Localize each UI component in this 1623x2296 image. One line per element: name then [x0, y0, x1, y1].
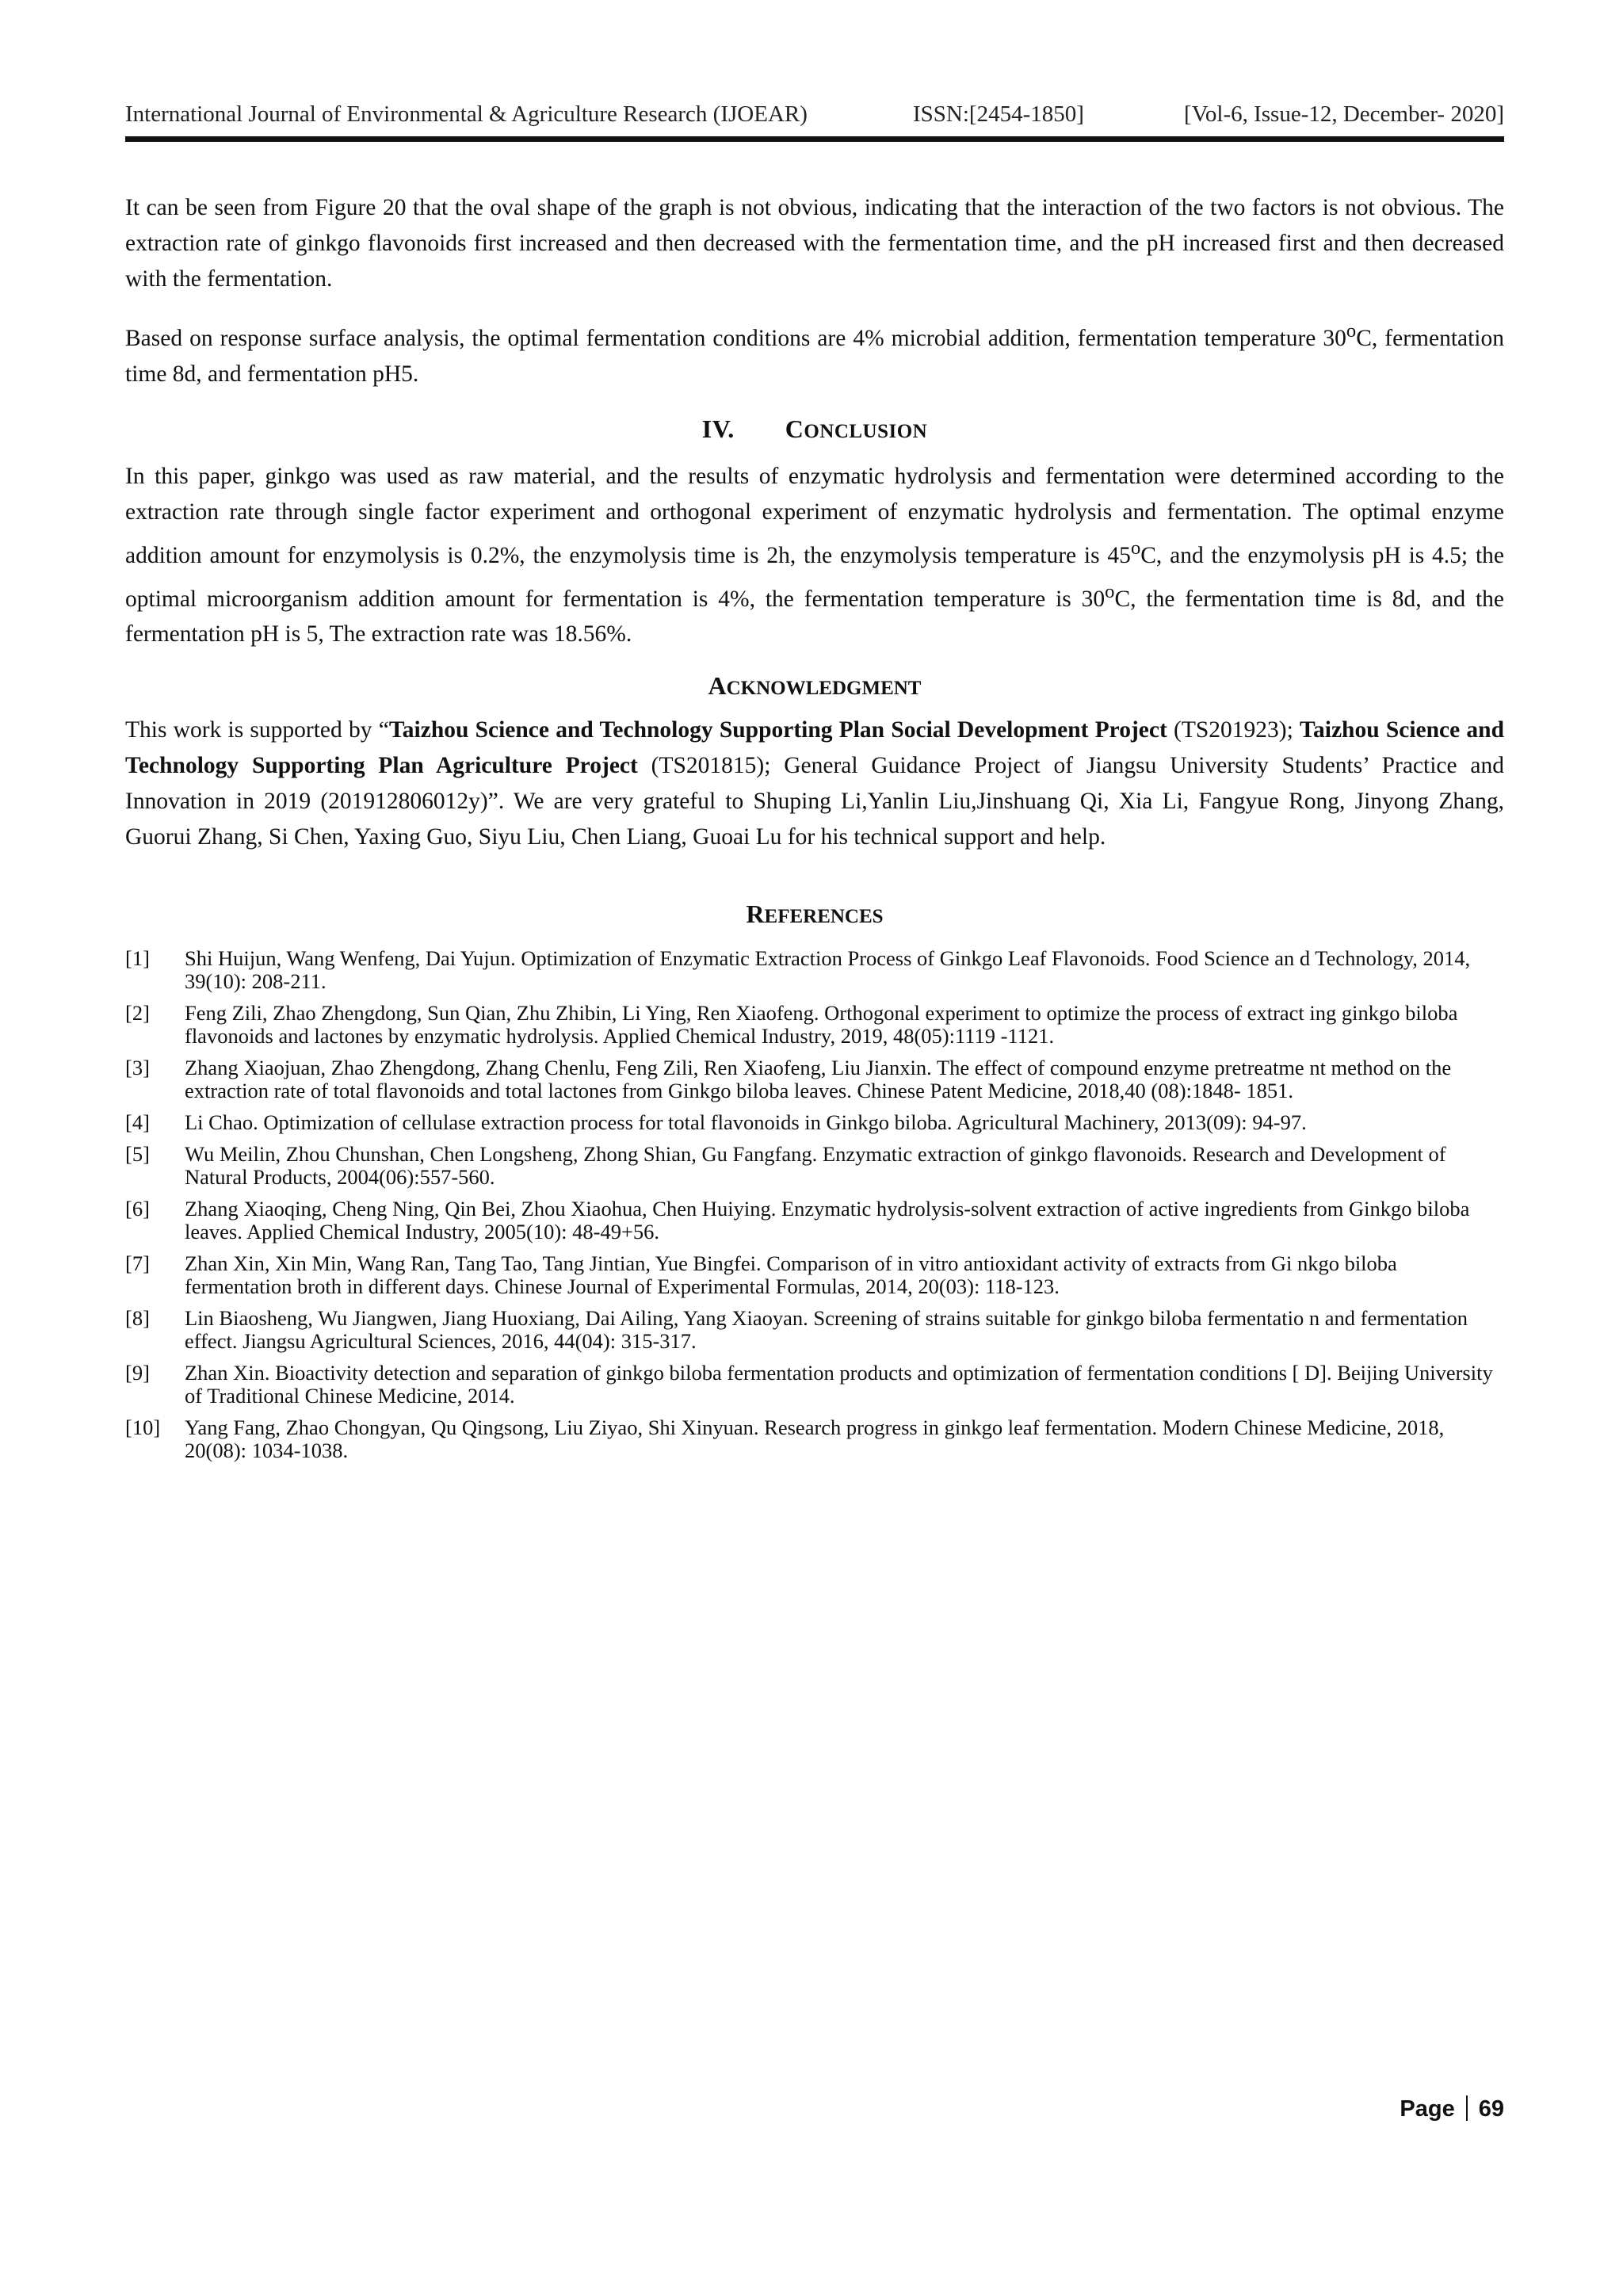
reference-text: Yang Fang, Zhao Chongyan, Qu Qingsong, Liu Ziyao, Shi Xinyuan. Research progress in ginkgo leaf fermentation. Modern Chinese Medicine, 2018, 20(08): 1034-1038.: [185, 1415, 1445, 1463]
reference-text: Li Chao. Optimization of cellulase extraction process for total flavonoids in Ginkgo biloba. Agricultural Machinery, 2013(09): 94-97.: [185, 1110, 1307, 1135]
reference-item: [125, 1307, 1504, 1353]
volume-issue-label: [Vol-6, Issue-12, December- 2020]: [1184, 101, 1504, 127]
paragraph-text: C, the fermentation time is 8d, and the fermentation pH is 5, The extraction rate was 18.56%.: [125, 586, 1505, 648]
header-rule: [125, 136, 1504, 142]
reference-item: [125, 1056, 1504, 1102]
reference-item: [125, 1416, 1504, 1462]
section-number: IV.: [701, 414, 735, 443]
section-title-rest: CKNOWLEDGMENT: [726, 678, 922, 700]
reference-text: Feng Zili, Zhao Zhengdong, Sun Qian, Zhu Zhibin, Li Ying, Ren Xiaofeng. Orthogonal experiment to optimize the process of extract ing ginkgo biloba flavonoids and lactones by enzymatic hydrolysis. Applied Chemical Industry, 2019, 48(05):1119 -1121.: [185, 1001, 1458, 1049]
paper-body: [125, 190, 1504, 1471]
reference-item: [125, 1002, 1504, 1048]
paragraph-optimal-conditions: [125, 313, 1504, 392]
reference-text: Shi Huijun, Wang Wenfeng, Dai Yujun. Optimization of Enzymatic Extraction Process of Ginkgo Leaf Flavonoids. Food Science an d Technology, 2014, 39(10): 208-211.: [185, 946, 1471, 994]
reference-item: [125, 1143, 1504, 1189]
paragraph-text: (TS201815); General Guidance Project of Jiangsu University Students’ Practice and Innovation in 2019 (201912806012y)”. We are very grateful to Shuping Li,Yanlin Liu,Jinshuang Qi, Xia Li, Fangyue Rong, Jinyong Zhang, Guorui Zhang, Si Chen, Yaxing Guo, Siyu Liu, Chen Liang, Guoai Lu for his technical support and help.: [125, 753, 1504, 850]
paragraph-conclusion: [125, 459, 1504, 653]
page-number: 69: [1478, 2096, 1504, 2122]
reference-text: Wu Meilin, Zhou Chunshan, Chen Longsheng, Zhong Shian, Gu Fangfang. Enzymatic extraction of ginkgo flavonoids. Research and Development of Natural Products, 2004(06):557-560.: [185, 1142, 1446, 1190]
section-title-rest: EFERENCES: [764, 906, 884, 928]
page-label: Page: [1400, 2096, 1455, 2122]
reference-text: Zhan Xin. Bioactivity detection and separation of ginkgo biloba fermentation products and optimization of fermentation conditions [ D]. Beijing University of Traditional Chinese Medicine, 2014.: [185, 1361, 1493, 1408]
reference-number: [2]: [125, 1001, 150, 1026]
reference-number: [6]: [125, 1197, 150, 1221]
section-heading-conclusion: [125, 407, 1504, 454]
section-title-initial: A: [708, 671, 727, 701]
reference-item: [125, 1362, 1504, 1408]
reference-number: [5]: [125, 1142, 150, 1167]
reference-number: [9]: [125, 1361, 150, 1385]
reference-number: [3]: [125, 1056, 150, 1080]
reference-number: [1]: [125, 946, 150, 971]
section-title-initial: C: [785, 414, 804, 443]
degree-sup: o: [1105, 580, 1115, 602]
reference-text: Zhan Xin, Xin Min, Wang Ran, Tang Tao, Tang Jintian, Yue Bingfei. Comparison of in vitro antioxidant activity of extracts from Gi nkgo biloba fermentation broth in different days. Chinese Journal of Experimental Formulas, 2014, 20(03): 118-123.: [185, 1251, 1397, 1299]
bold-project-name: Taizhou Science and Technology Supporting Plan Social Development Project: [388, 717, 1167, 743]
issn-label: ISSN:[2454-1850]: [913, 101, 1084, 127]
section-title-initial: R: [746, 900, 765, 929]
paragraph-text: Based on response surface analysis, the optimal fermentation conditions are 4% microbial addition, fermentation temperature 30: [125, 325, 1346, 351]
paragraph-text: In this paper, ginkgo was used as raw material, and the results of enzymatic hydrolysis and fermentation were determined according to the extraction rate through single factor experiment and orthogonal experiment of enzymatic hydrolysis and fermentation. The optimal enzyme addition amount for enzymolysis is 0.2%, the enzymolysis time is 2h, the enzymolysis temperature is 45: [125, 463, 1504, 568]
paragraph-text: C, fermentation time 8d, and fermentation pH5.: [125, 325, 1504, 387]
reference-number: [7]: [125, 1251, 150, 1276]
reference-text: Lin Biaosheng, Wu Jiangwen, Jiang Huoxiang, Dai Ailing, Yang Xiaoyan. Screening of strains suitable for ginkgo biloba fermentatio n and fermentation effect. Jiangsu Agricultural Sciences, 2016, 44(04): 315-317.: [185, 1306, 1468, 1354]
paragraph-acknowledgment: [125, 712, 1504, 855]
paragraph-text: C, and the enzymolysis pH is 4.5; the optimal microorganism addition amount for fermentation is 4%, the fermentation temperature is 30: [125, 542, 1504, 612]
footer-separator: [1466, 2095, 1468, 2121]
degree-sup: o: [1346, 320, 1357, 342]
bold-project-name: Taizhou Science and Technology Supporting Plan Agriculture Project: [125, 717, 1504, 779]
reference-list: [125, 947, 1504, 1462]
section-heading-acknowledgment: [125, 667, 1504, 708]
paragraph-text: This work is supported by “: [125, 717, 389, 743]
section-title-rest: ONCLUSION: [804, 420, 928, 442]
paragraph-figure-discussion: It can be seen from Figure 20 that the oval shape of the graph is not obvious, indicating that the interaction of the two factors is not obvious. The extraction rate of ginkgo flavonoids first increased and then decreased with the fermentation time, and the pH increased first and then decreased with the fermentation.: [125, 195, 1504, 292]
reference-text: Zhang Xiaoqing, Cheng Ning, Qin Bei, Zhou Xiaohua, Chen Huiying. Enzymatic hydrolysis-solvent extraction of active ingredients from Ginkgo biloba leaves. Applied Chemical Industry, 2005(10): 48-49+56.: [185, 1197, 1470, 1244]
journal-name: International Journal of Environmental & Agriculture Research (IJOEAR): [125, 101, 808, 127]
reference-item: [125, 947, 1504, 993]
running-header: [125, 98, 1504, 135]
reference-number: [8]: [125, 1306, 150, 1331]
reference-number: [10]: [125, 1415, 161, 1440]
reference-number: [4]: [125, 1110, 150, 1135]
section-heading-references: [125, 892, 1504, 939]
reference-item: [125, 1198, 1504, 1244]
reference-text: Zhang Xiaojuan, Zhao Zhengdong, Zhang Chenlu, Feng Zili, Ren Xiaofeng, Liu Jianxin. The effect of compound enzyme pretreatme nt method on the extraction rate of total flavonoids and total lactones from Ginkgo biloba leaves. Chinese Patent Medicine, 2018,40 (08):1848- 1851.: [185, 1056, 1452, 1103]
reference-item: [125, 1111, 1504, 1134]
page-footer: [1400, 2095, 1504, 2122]
paragraph-text: (TS201923);: [1167, 717, 1300, 743]
reference-item: [125, 1252, 1504, 1298]
degree-sup: o: [1130, 537, 1141, 559]
